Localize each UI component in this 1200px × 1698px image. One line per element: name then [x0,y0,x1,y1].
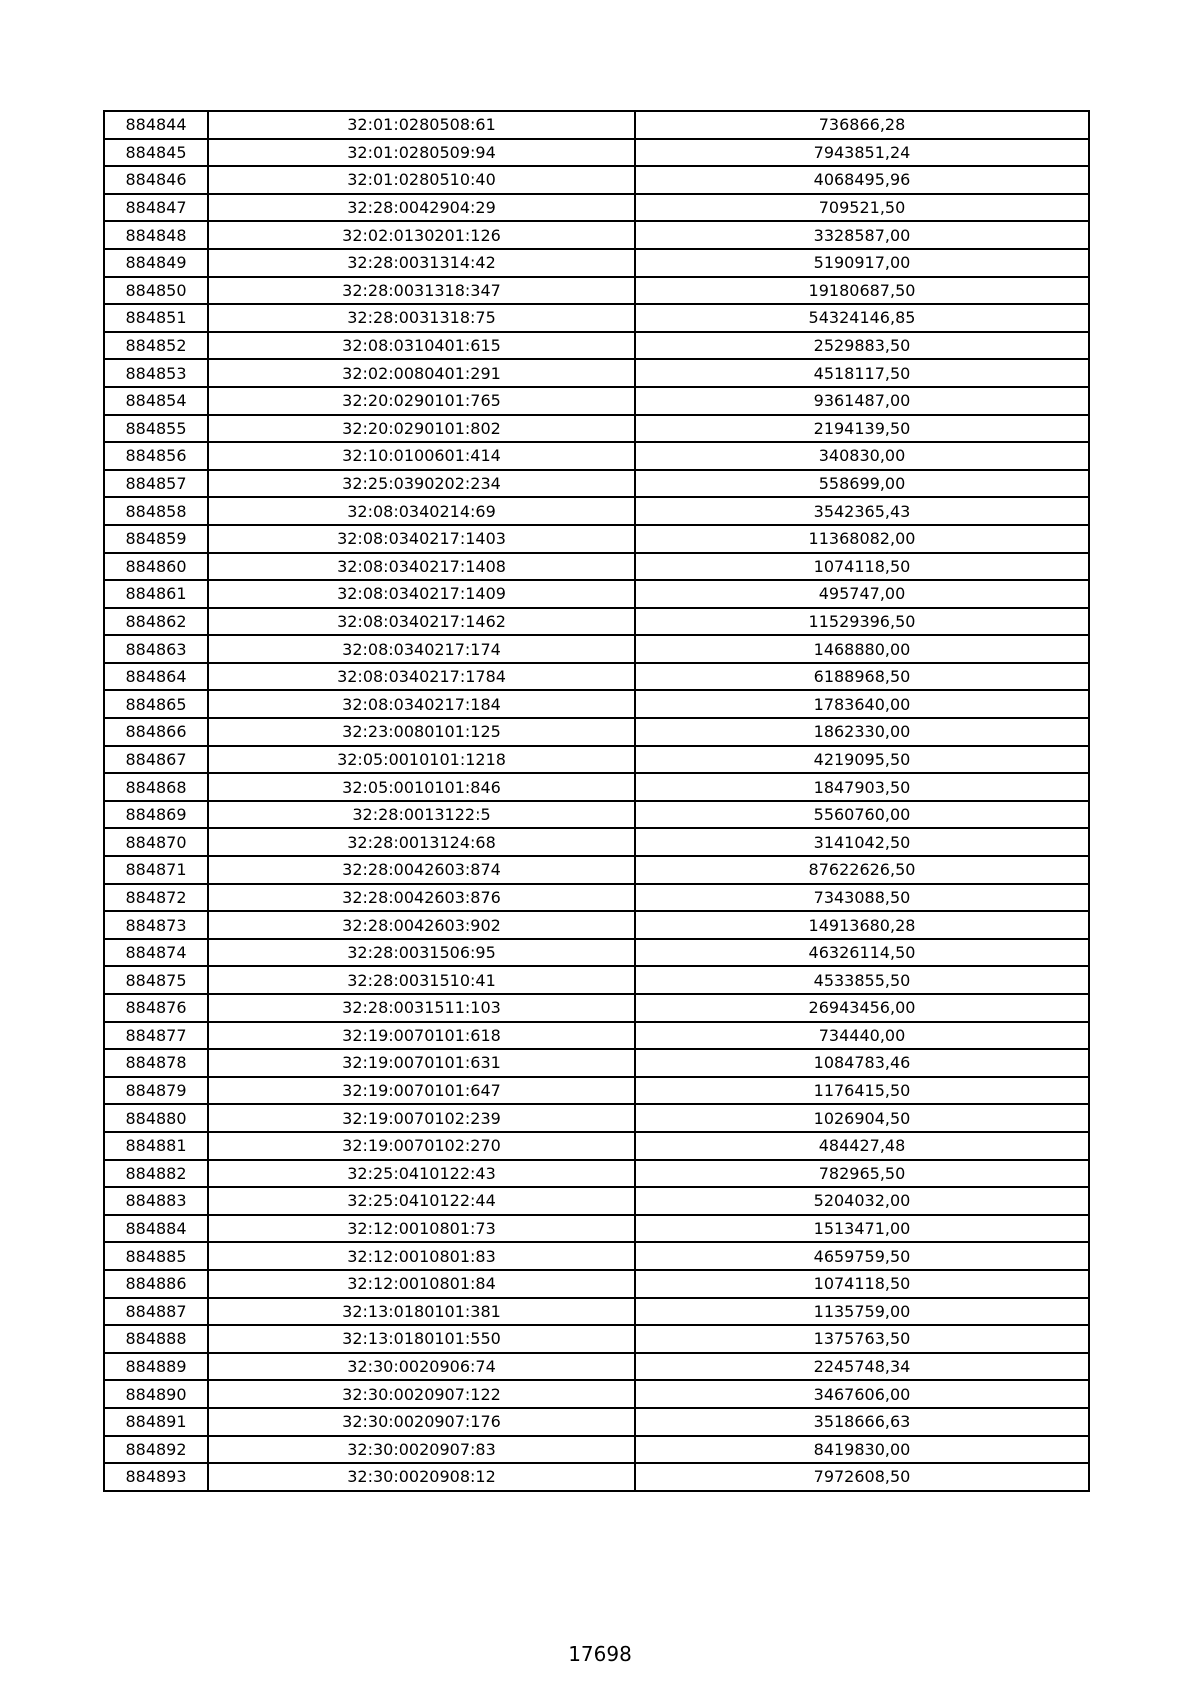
cadastral-number-cell: 32:28:0013122:5 [208,801,635,829]
row-number-cell: 884845 [104,139,208,167]
value-cell: 1468880,00 [635,635,1089,663]
cadastral-number-cell: 32:28:0042603:876 [208,884,635,912]
value-cell: 1074118,50 [635,1270,1089,1298]
row-number-cell: 884858 [104,497,208,525]
table-row [104,387,1089,415]
table-row [104,994,1089,1022]
cadastral-number-cell: 32:12:0010801:84 [208,1270,635,1298]
row-number-cell: 884874 [104,939,208,967]
cadastral-number-cell: 32:08:0340217:184 [208,690,635,718]
cadastral-number-cell: 32:13:0180101:550 [208,1325,635,1353]
value-cell: 1862330,00 [635,718,1089,746]
value-cell: 19180687,50 [635,277,1089,305]
row-number-cell: 884878 [104,1049,208,1077]
row-number-cell: 884870 [104,828,208,856]
table-row [104,139,1089,167]
row-number-cell: 884862 [104,608,208,636]
row-number-cell: 884866 [104,718,208,746]
value-cell: 782965,50 [635,1160,1089,1188]
cadastral-number-cell: 32:02:0080401:291 [208,359,635,387]
value-cell: 1176415,50 [635,1077,1089,1105]
table-row [104,525,1089,553]
value-cell: 7343088,50 [635,884,1089,912]
value-cell: 1847903,50 [635,773,1089,801]
table-row [104,1242,1089,1270]
table-row [104,939,1089,967]
row-number-cell: 884859 [104,525,208,553]
cadastral-number-cell: 32:08:0340217:1403 [208,525,635,553]
table-row [104,277,1089,305]
table-row [104,221,1089,249]
cadastral-value-table [103,110,1090,1492]
row-number-cell: 884853 [104,359,208,387]
table-row [104,359,1089,387]
value-cell: 2245748,34 [635,1353,1089,1381]
table-row [104,690,1089,718]
table-row [104,746,1089,774]
row-number-cell: 884854 [104,387,208,415]
value-cell: 1026904,50 [635,1104,1089,1132]
row-number-cell: 884855 [104,415,208,443]
value-cell: 1084783,46 [635,1049,1089,1077]
row-number-cell: 884872 [104,884,208,912]
cadastral-number-cell: 32:28:0042904:29 [208,194,635,222]
table-row [104,497,1089,525]
cadastral-number-cell: 32:30:0020907:83 [208,1436,635,1464]
row-number-cell: 884849 [104,249,208,277]
row-number-cell: 884848 [104,221,208,249]
cadastral-number-cell: 32:19:0070101:647 [208,1077,635,1105]
row-number-cell: 884868 [104,773,208,801]
value-cell: 3518666,63 [635,1408,1089,1436]
value-cell: 4068495,96 [635,166,1089,194]
table-row [104,111,1089,139]
table-row [104,166,1089,194]
value-cell: 2194139,50 [635,415,1089,443]
table-row [104,1077,1089,1105]
value-cell: 2529883,50 [635,332,1089,360]
table-row [104,249,1089,277]
value-cell: 5190917,00 [635,249,1089,277]
cadastral-number-cell: 32:13:0180101:381 [208,1298,635,1326]
row-number-cell: 884893 [104,1463,208,1491]
table-row [104,1104,1089,1132]
value-cell: 4518117,50 [635,359,1089,387]
value-cell: 6188968,50 [635,663,1089,691]
table-row [104,1187,1089,1215]
row-number-cell: 884865 [104,690,208,718]
row-number-cell: 884887 [104,1298,208,1326]
value-cell: 3542365,43 [635,497,1089,525]
value-cell: 1135759,00 [635,1298,1089,1326]
row-number-cell: 884879 [104,1077,208,1105]
table-row [104,635,1089,663]
value-cell: 5560760,00 [635,801,1089,829]
value-cell: 3141042,50 [635,828,1089,856]
cadastral-number-cell: 32:08:0340217:1784 [208,663,635,691]
cadastral-number-cell: 32:19:0070102:239 [208,1104,635,1132]
row-number-cell: 884856 [104,442,208,470]
row-number-cell: 884846 [104,166,208,194]
value-cell: 87622626,50 [635,856,1089,884]
value-cell: 495747,00 [635,580,1089,608]
row-number-cell: 884892 [104,1436,208,1464]
row-number-cell: 884877 [104,1022,208,1050]
table-row [104,1215,1089,1243]
value-cell: 734440,00 [635,1022,1089,1050]
table-row [104,332,1089,360]
cadastral-number-cell: 32:28:0042603:874 [208,856,635,884]
cadastral-number-cell: 32:28:0031511:103 [208,994,635,1022]
table-row [104,1298,1089,1326]
row-number-cell: 884861 [104,580,208,608]
cadastral-number-cell: 32:28:0031510:41 [208,966,635,994]
row-number-cell: 884857 [104,470,208,498]
row-number-cell: 884851 [104,304,208,332]
cadastral-number-cell: 32:08:0310401:615 [208,332,635,360]
value-cell: 11368082,00 [635,525,1089,553]
value-cell: 9361487,00 [635,387,1089,415]
page-number: 17698 [568,1642,632,1666]
row-number-cell: 884869 [104,801,208,829]
row-number-cell: 884867 [104,746,208,774]
cadastral-number-cell: 32:05:0010101:1218 [208,746,635,774]
value-cell: 54324146,85 [635,304,1089,332]
cadastral-number-cell: 32:01:0280508:61 [208,111,635,139]
value-cell: 1513471,00 [635,1215,1089,1243]
cadastral-number-cell: 32:19:0070102:270 [208,1132,635,1160]
row-number-cell: 884863 [104,635,208,663]
row-number-cell: 884864 [104,663,208,691]
row-number-cell: 884891 [104,1408,208,1436]
table-row [104,553,1089,581]
cadastral-number-cell: 32:12:0010801:83 [208,1242,635,1270]
value-cell: 26943456,00 [635,994,1089,1022]
row-number-cell: 884885 [104,1242,208,1270]
cadastral-number-cell: 32:08:0340217:1409 [208,580,635,608]
table-row [104,608,1089,636]
cadastral-number-cell: 32:28:0031506:95 [208,939,635,967]
table-row [104,194,1089,222]
value-cell: 11529396,50 [635,608,1089,636]
value-cell: 1375763,50 [635,1325,1089,1353]
cadastral-number-cell: 32:20:0290101:802 [208,415,635,443]
table-row [104,1380,1089,1408]
value-cell: 5204032,00 [635,1187,1089,1215]
cadastral-number-cell: 32:25:0410122:43 [208,1160,635,1188]
table-row [104,1408,1089,1436]
value-cell: 1783640,00 [635,690,1089,718]
table-row [104,1022,1089,1050]
cadastral-number-cell: 32:25:0410122:44 [208,1187,635,1215]
value-cell: 7943851,24 [635,139,1089,167]
table-row [104,828,1089,856]
value-cell: 3467606,00 [635,1380,1089,1408]
row-number-cell: 884888 [104,1325,208,1353]
value-cell: 14913680,28 [635,911,1089,939]
row-number-cell: 884875 [104,966,208,994]
cadastral-number-cell: 32:20:0290101:765 [208,387,635,415]
value-cell: 558699,00 [635,470,1089,498]
row-number-cell: 884882 [104,1160,208,1188]
cadastral-number-cell: 32:08:0340217:1462 [208,608,635,636]
table-row [104,911,1089,939]
row-number-cell: 884852 [104,332,208,360]
cadastral-number-cell: 32:08:0340214:69 [208,497,635,525]
cadastral-number-cell: 32:12:0010801:73 [208,1215,635,1243]
cadastral-number-cell: 32:30:0020906:74 [208,1353,635,1381]
row-number-cell: 884876 [104,994,208,1022]
value-cell: 340830,00 [635,442,1089,470]
table-row [104,304,1089,332]
value-cell: 3328587,00 [635,221,1089,249]
table-row [104,1325,1089,1353]
cadastral-number-cell: 32:19:0070101:618 [208,1022,635,1050]
table-row [104,580,1089,608]
table-row [104,1160,1089,1188]
table-row [104,470,1089,498]
row-number-cell: 884881 [104,1132,208,1160]
cadastral-number-cell: 32:28:0031318:75 [208,304,635,332]
cadastral-number-cell: 32:19:0070101:631 [208,1049,635,1077]
value-cell: 8419830,00 [635,1436,1089,1464]
cadastral-number-cell: 32:30:0020907:122 [208,1380,635,1408]
cadastral-number-cell: 32:25:0390202:234 [208,470,635,498]
row-number-cell: 884844 [104,111,208,139]
table-row [104,1049,1089,1077]
cadastral-number-cell: 32:01:0280509:94 [208,139,635,167]
row-number-cell: 884880 [104,1104,208,1132]
row-number-cell: 884884 [104,1215,208,1243]
value-cell: 46326114,50 [635,939,1089,967]
cadastral-number-cell: 32:02:0130201:126 [208,221,635,249]
table-row [104,773,1089,801]
cadastral-number-cell: 32:28:0042603:902 [208,911,635,939]
table-row [104,663,1089,691]
row-number-cell: 884883 [104,1187,208,1215]
table-row [104,801,1089,829]
value-cell: 4219095,50 [635,746,1089,774]
row-number-cell: 884873 [104,911,208,939]
cadastral-number-cell: 32:08:0340217:174 [208,635,635,663]
row-number-cell: 884850 [104,277,208,305]
table-row [104,1132,1089,1160]
table-row [104,1436,1089,1464]
value-cell: 4659759,50 [635,1242,1089,1270]
cadastral-number-cell: 32:23:0080101:125 [208,718,635,746]
table-row [104,966,1089,994]
row-number-cell: 884871 [104,856,208,884]
table-row [104,718,1089,746]
value-cell: 736866,28 [635,111,1089,139]
table-row [104,884,1089,912]
row-number-cell: 884860 [104,553,208,581]
table-row [104,415,1089,443]
table-body [104,111,1089,1491]
cadastral-number-cell: 32:08:0340217:1408 [208,553,635,581]
value-cell: 709521,50 [635,194,1089,222]
cadastral-number-cell: 32:01:0280510:40 [208,166,635,194]
row-number-cell: 884847 [104,194,208,222]
cadastral-number-cell: 32:28:0031314:42 [208,249,635,277]
cadastral-number-cell: 32:28:0013124:68 [208,828,635,856]
table-row [104,1353,1089,1381]
row-number-cell: 884890 [104,1380,208,1408]
value-cell: 484427,48 [635,1132,1089,1160]
table-row [104,1463,1089,1491]
value-cell: 7972608,50 [635,1463,1089,1491]
cadastral-number-cell: 32:28:0031318:347 [208,277,635,305]
cadastral-number-cell: 32:10:0100601:414 [208,442,635,470]
cadastral-number-cell: 32:30:0020907:176 [208,1408,635,1436]
row-number-cell: 884889 [104,1353,208,1381]
table-row [104,856,1089,884]
cadastral-number-cell: 32:05:0010101:846 [208,773,635,801]
row-number-cell: 884886 [104,1270,208,1298]
cadastral-number-cell: 32:30:0020908:12 [208,1463,635,1491]
value-cell: 1074118,50 [635,553,1089,581]
table-row [104,1270,1089,1298]
value-cell: 4533855,50 [635,966,1089,994]
table-row [104,442,1089,470]
